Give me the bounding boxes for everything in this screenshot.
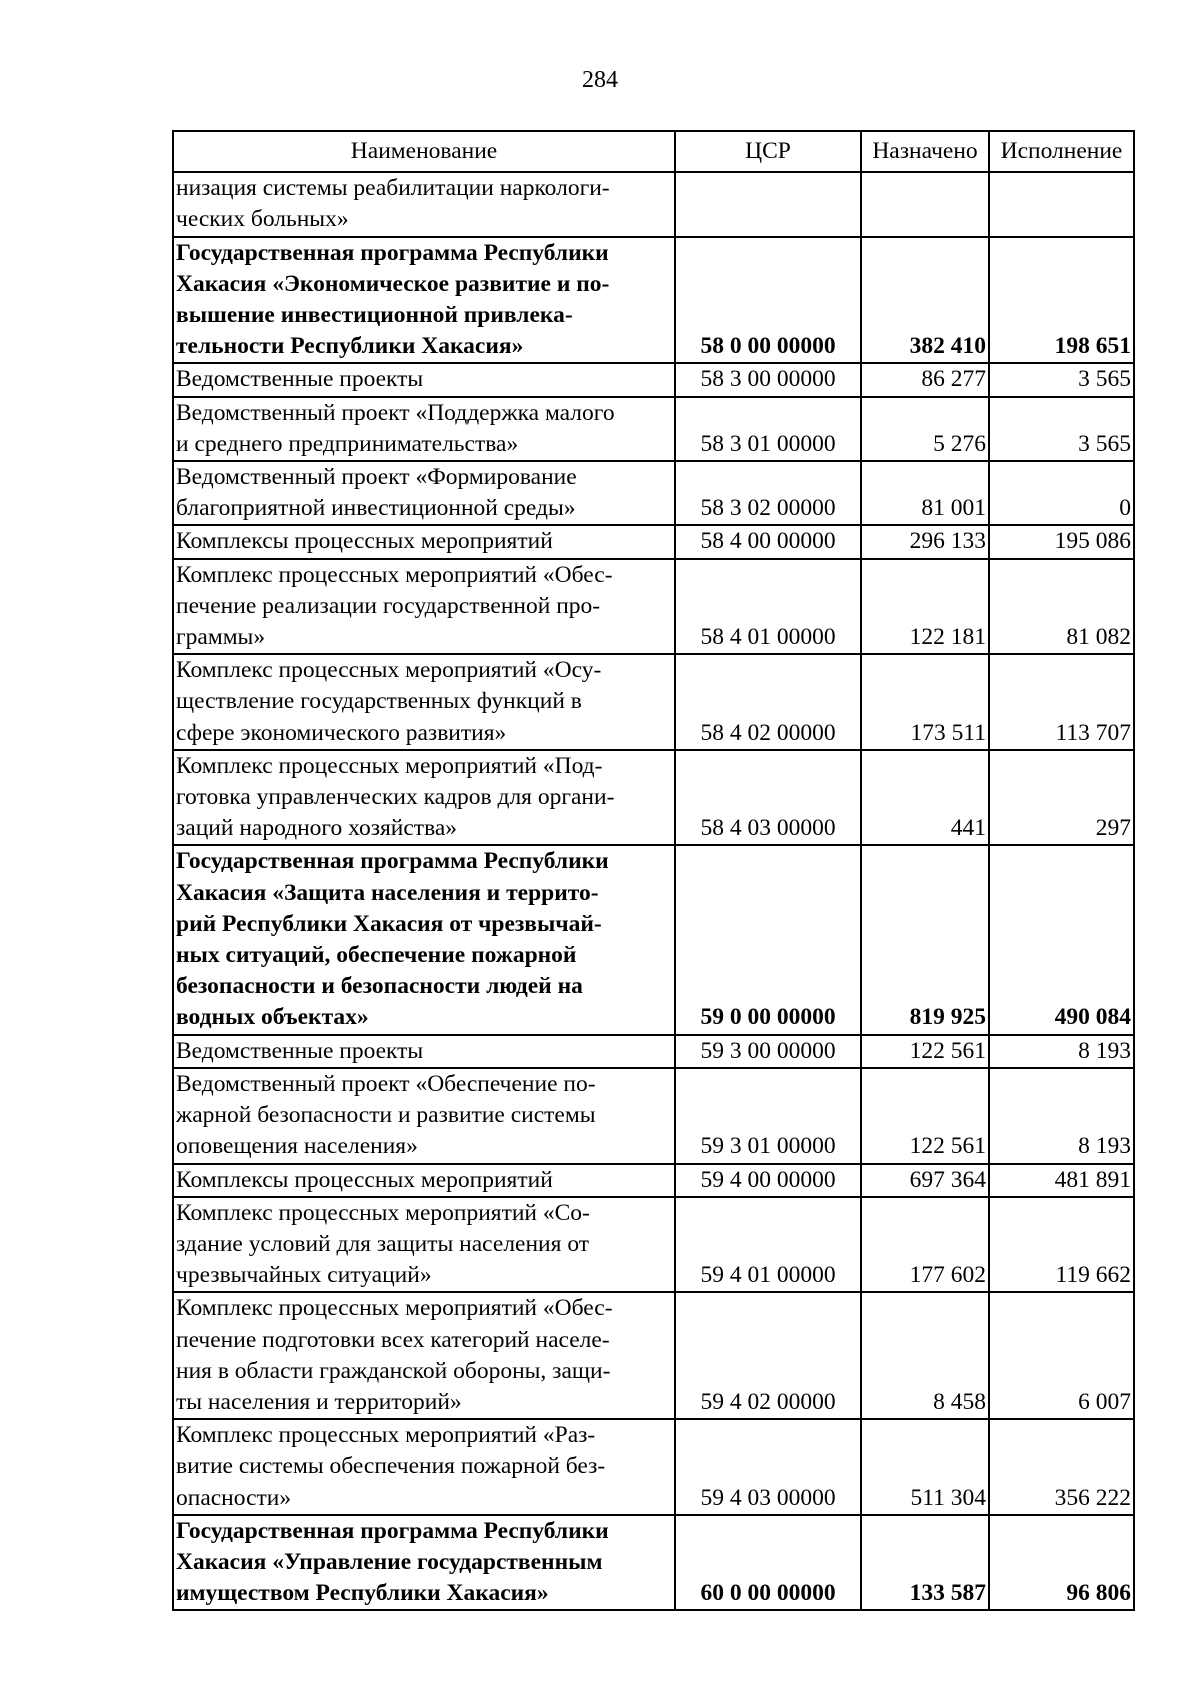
row-csr-cell: 59 4 00 00000: [675, 1164, 861, 1197]
table-row: [173, 1197, 1134, 1293]
row-executed-cell: 3 565: [989, 363, 1134, 396]
row-csr-cell: 58 0 00 00000: [675, 237, 861, 364]
row-assigned-cell: 122 181: [861, 559, 989, 655]
row-name-cell: Комплексы процессных мероприятий: [173, 525, 675, 558]
row-executed-cell: 119 662: [989, 1197, 1134, 1293]
row-csr-cell: 58 4 00 00000: [675, 525, 861, 558]
row-csr-cell: 59 4 01 00000: [675, 1197, 861, 1293]
row-assigned-cell: 133 587: [861, 1515, 989, 1611]
table-row: [173, 654, 1134, 750]
table-row: [173, 461, 1134, 525]
row-name-cell: Комплекс процессных мероприятий «Обес- печение подготовки всех категорий населе- ния в области гражданской обороны, защи- ты населения и территорий»: [173, 1292, 675, 1419]
table-row: [173, 525, 1134, 558]
table-row: [173, 1515, 1134, 1611]
table-body: [173, 172, 1134, 1610]
row-csr-cell: 58 4 02 00000: [675, 654, 861, 750]
row-assigned-cell: 177 602: [861, 1197, 989, 1293]
row-csr-cell: [675, 172, 861, 236]
row-csr-cell: 59 4 03 00000: [675, 1419, 861, 1515]
page-number: 284: [582, 67, 618, 93]
row-name-cell: Государственная программа Республики Хакасия «Защита населения и террито- рий Республики Хакасия от чрезвычай- ных ситуаций, обеспечение пожарной безопасности и безопасности людей на водных объектах»: [173, 845, 675, 1034]
row-csr-cell: 58 3 00 00000: [675, 363, 861, 396]
row-assigned-cell: 122 561: [861, 1068, 989, 1164]
table-row: [173, 1164, 1134, 1197]
table-row: [173, 397, 1134, 461]
row-executed-cell: 481 891: [989, 1164, 1134, 1197]
row-csr-cell: 59 3 01 00000: [675, 1068, 861, 1164]
row-name-cell: Государственная программа Республики Хакасия «Управление государственным имуществом Республики Хакасия»: [173, 1515, 675, 1611]
budget-table: [172, 130, 1135, 1611]
row-assigned-cell: 122 561: [861, 1035, 989, 1068]
row-name-cell: Ведомственный проект «Поддержка малого и среднего предпринимательства»: [173, 397, 675, 461]
row-csr-cell: 59 0 00 00000: [675, 845, 861, 1034]
row-executed-cell: 6 007: [989, 1292, 1134, 1419]
row-name-cell: Комплекс процессных мероприятий «Под- готовка управленческих кадров для органи- заций народного хозяйства»: [173, 750, 675, 846]
row-assigned-cell: 81 001: [861, 461, 989, 525]
row-executed-cell: 3 565: [989, 397, 1134, 461]
row-name-cell: Комплекс процессных мероприятий «Раз- витие системы обеспечения пожарной без- опасности»: [173, 1419, 675, 1515]
row-csr-cell: 58 4 01 00000: [675, 559, 861, 655]
table-row: [173, 1419, 1134, 1515]
row-name-cell: Ведомственные проекты: [173, 1035, 675, 1068]
row-name-cell: низация системы реабилитации наркологи- ческих больных»: [173, 172, 675, 236]
column-header-name: Наименование: [173, 131, 675, 172]
row-name-cell: Комплекс процессных мероприятий «Осу- ществление государственных функций в сфере экономического развития»: [173, 654, 675, 750]
row-name-cell: Государственная программа Республики Хакасия «Экономическое развитие и по- вышение инвестиционной привлека- тельности Республики Хакасия»: [173, 237, 675, 364]
row-executed-cell: 81 082: [989, 559, 1134, 655]
row-csr-cell: 59 3 00 00000: [675, 1035, 861, 1068]
row-assigned-cell: 511 304: [861, 1419, 989, 1515]
row-executed-cell: 96 806: [989, 1515, 1134, 1611]
row-name-cell: Комплекс процессных мероприятий «Обес- печение реализации государственной про- граммы»: [173, 559, 675, 655]
column-header-assigned: Назначено: [861, 131, 989, 172]
row-csr-cell: 58 3 02 00000: [675, 461, 861, 525]
row-name-cell: Ведомственный проект «Обеспечение по- жарной безопасности и развитие системы оповещения населения»: [173, 1068, 675, 1164]
row-assigned-cell: 8 458: [861, 1292, 989, 1419]
row-executed-cell: 8 193: [989, 1035, 1134, 1068]
table-row: [173, 363, 1134, 396]
table-row: [173, 559, 1134, 655]
row-assigned-cell: 296 133: [861, 525, 989, 558]
column-header-executed: Исполнение: [989, 131, 1134, 172]
table-row: [173, 750, 1134, 846]
row-assigned-cell: 819 925: [861, 845, 989, 1034]
row-csr-cell: 60 0 00 00000: [675, 1515, 861, 1611]
row-executed-cell: 297: [989, 750, 1134, 846]
row-executed-cell: 356 222: [989, 1419, 1134, 1515]
row-assigned-cell: 382 410: [861, 237, 989, 364]
row-executed-cell: 198 651: [989, 237, 1134, 364]
table-row: [173, 1068, 1134, 1164]
row-assigned-cell: 441: [861, 750, 989, 846]
row-executed-cell: 0: [989, 461, 1134, 525]
table-header-row: [173, 131, 1134, 172]
table-row: [173, 845, 1134, 1034]
row-assigned-cell: 86 277: [861, 363, 989, 396]
table-row: [173, 1035, 1134, 1068]
row-executed-cell: [989, 172, 1134, 236]
row-assigned-cell: 5 276: [861, 397, 989, 461]
column-header-csr: ЦСР: [675, 131, 861, 172]
row-assigned-cell: [861, 172, 989, 236]
table-row: [173, 172, 1134, 236]
row-assigned-cell: 173 511: [861, 654, 989, 750]
row-name-cell: Ведомственные проекты: [173, 363, 675, 396]
table-row: [173, 1292, 1134, 1419]
row-executed-cell: 490 084: [989, 845, 1134, 1034]
row-name-cell: Комплекс процессных мероприятий «Со- здание условий для защиты населения от чрезвычайных ситуаций»: [173, 1197, 675, 1293]
row-csr-cell: 59 4 02 00000: [675, 1292, 861, 1419]
row-csr-cell: 58 4 03 00000: [675, 750, 861, 846]
row-executed-cell: 113 707: [989, 654, 1134, 750]
table-row: [173, 237, 1134, 364]
row-name-cell: Комплексы процессных мероприятий: [173, 1164, 675, 1197]
row-assigned-cell: 697 364: [861, 1164, 989, 1197]
row-name-cell: Ведомственный проект «Формирование благоприятной инвестиционной среды»: [173, 461, 675, 525]
row-csr-cell: 58 3 01 00000: [675, 397, 861, 461]
row-executed-cell: 8 193: [989, 1068, 1134, 1164]
row-executed-cell: 195 086: [989, 525, 1134, 558]
